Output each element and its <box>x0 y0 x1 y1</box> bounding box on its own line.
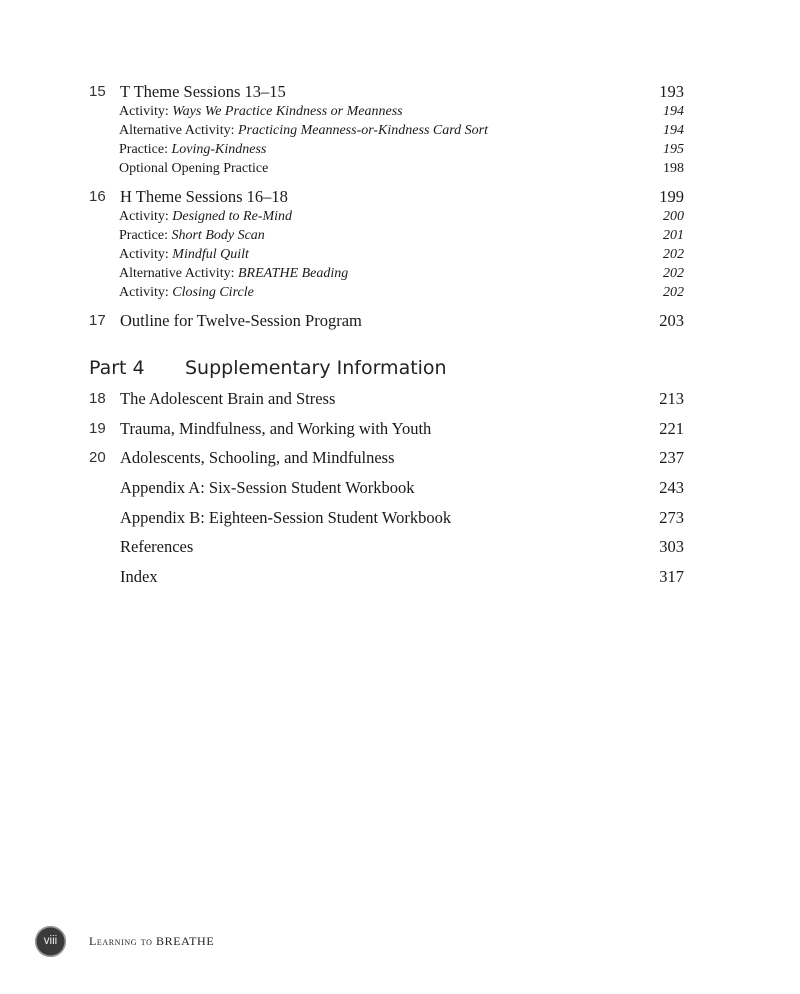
page-number: 194 <box>663 104 684 119</box>
toc-subentry <box>0 264 800 283</box>
chapter-number: 18 <box>89 390 106 407</box>
subentry-title: Mindful Quilt <box>172 247 249 262</box>
page-number: 203 <box>659 311 684 330</box>
toc-chapter-19 <box>0 417 800 441</box>
page-number: 243 <box>659 478 684 497</box>
page-number: 237 <box>659 448 684 467</box>
page-number: 201 <box>663 228 684 243</box>
toc-chapter-15 <box>0 80 800 104</box>
page-number: 198 <box>663 161 684 176</box>
toc-references <box>0 535 800 559</box>
toc-subentry <box>0 226 800 245</box>
part-heading <box>0 354 800 382</box>
toc-subentry <box>0 102 800 121</box>
toc-chapter-20 <box>0 446 800 470</box>
page-number: 221 <box>659 419 684 438</box>
chapter-title: Adolescents, Schooling, and Mindfulness <box>120 448 395 467</box>
page-number: 195 <box>663 142 684 157</box>
subentry-type: Alternative Activity: <box>119 123 238 138</box>
toc-subentry <box>0 283 800 302</box>
page-number: 193 <box>659 82 684 101</box>
subentry-type: Practice: <box>119 228 172 243</box>
chapter-number: 17 <box>89 312 106 329</box>
running-head: Learning to BREATHE <box>89 934 215 948</box>
page-number: 202 <box>663 266 684 281</box>
chapter-number: 20 <box>89 449 106 466</box>
page-number: 199 <box>659 187 684 206</box>
entry-title: References <box>120 537 194 556</box>
subentry-title: Ways We Practice Kindness or Meanness <box>172 104 403 119</box>
page-number: 202 <box>663 285 684 300</box>
subentry-type: Practice: <box>119 142 172 157</box>
toc-subentry <box>0 121 800 140</box>
entry-title: Appendix B: Eighteen-Session Student Workbook <box>120 508 452 527</box>
chapter-number: 16 <box>89 188 106 205</box>
subentry-type: Alternative Activity: <box>119 266 238 281</box>
chapter-title: The Adolescent Brain and Stress <box>120 389 336 408</box>
toc-chapter-18 <box>0 387 800 411</box>
subentry-title: Designed to Re-Mind <box>172 209 293 224</box>
toc-appendix-a <box>0 476 800 500</box>
chapter-title: H Theme Sessions 16–18 <box>120 187 288 206</box>
page-folio-badge: viii <box>35 926 66 957</box>
subentry-type: Activity: <box>119 285 173 300</box>
toc-subentry <box>0 159 800 178</box>
chapter-title: T Theme Sessions 13–15 <box>120 82 286 101</box>
page-number: 317 <box>659 567 684 586</box>
subentry-title: Closing Circle <box>172 285 254 300</box>
page-number: 303 <box>659 537 684 556</box>
part-label: Part 4 <box>89 357 145 379</box>
subentry-type: Activity: <box>119 209 173 224</box>
toc-subentry <box>0 207 800 226</box>
toc-subentry <box>0 140 800 159</box>
subentry-type: Activity: <box>119 104 173 119</box>
chapter-title: Outline for Twelve-Session Program <box>120 311 362 330</box>
page-number: 202 <box>663 247 684 262</box>
subentry-title: Practicing Meanness-or-Kindness Card Sort <box>237 123 489 138</box>
toc-chapter-16 <box>0 185 800 209</box>
subentry-type: Activity: <box>119 247 173 262</box>
chapter-title: Trauma, Mindfulness, and Working with Youth <box>120 419 432 438</box>
entry-title: Appendix A: Six-Session Student Workbook <box>120 478 415 497</box>
toc-appendix-b <box>0 506 800 530</box>
subentry-title: Short Body Scan <box>171 228 265 243</box>
part-title: Supplementary Information <box>185 357 447 379</box>
chapter-number: 19 <box>89 420 106 437</box>
entry-title: Index <box>120 567 158 586</box>
chapter-number: 15 <box>89 83 106 100</box>
subentry-title: Loving-Kindness <box>171 142 267 157</box>
toc-index <box>0 565 800 589</box>
subentry-type: Optional Opening Practice <box>119 161 269 176</box>
toc-subentry <box>0 245 800 264</box>
page-number: 213 <box>659 389 684 408</box>
page-number: 200 <box>663 209 684 224</box>
toc-chapter-17 <box>0 309 800 333</box>
subentry-title: BREATHE Beading <box>237 266 349 281</box>
page-number: 273 <box>659 508 684 527</box>
page-number: 194 <box>663 123 684 138</box>
